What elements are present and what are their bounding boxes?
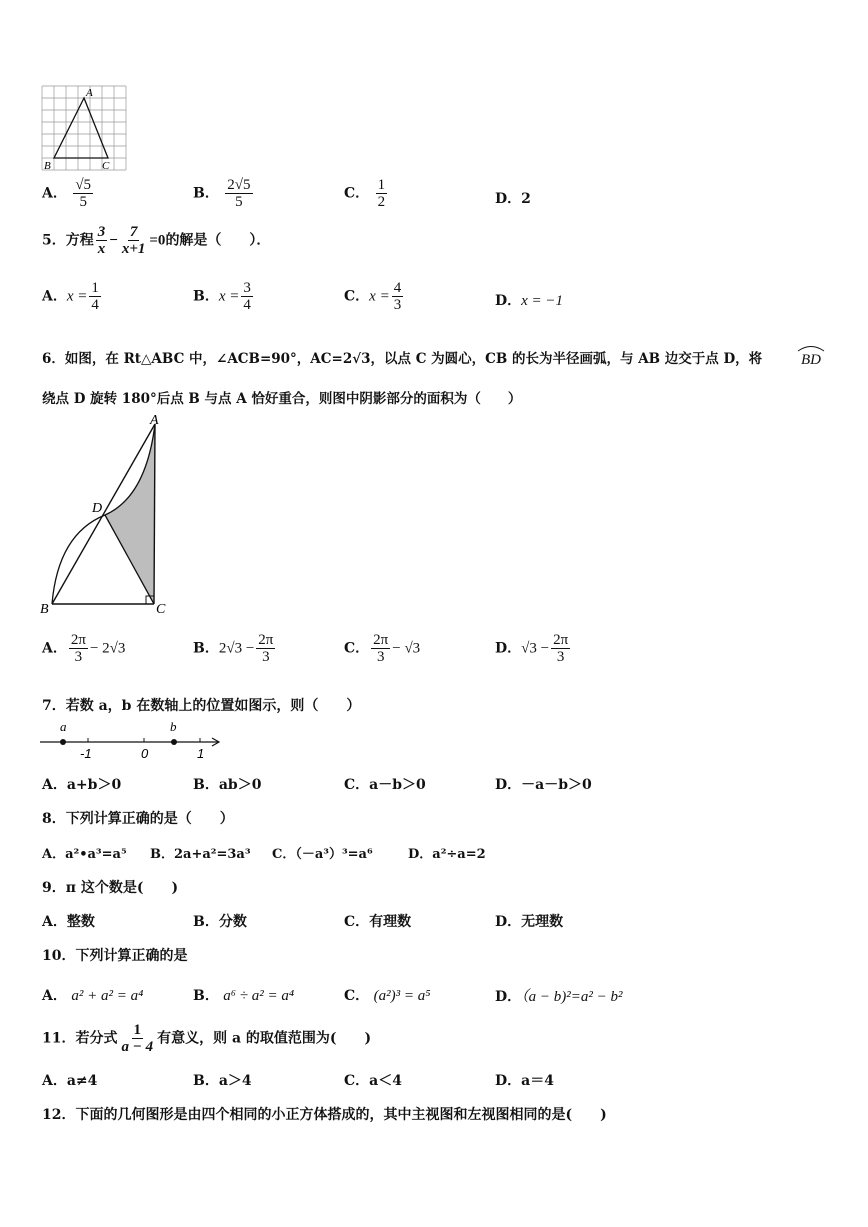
label-b: B (44, 160, 51, 172)
q4-option-a[interactable]: A． $\frac{√5}{5}$ (42, 177, 92, 210)
label-c: C (102, 160, 110, 172)
fig-label-d: D (92, 501, 103, 516)
q9-option-a[interactable]: A．整数 (42, 914, 95, 930)
q5-option-b[interactable]: B．x = $\frac{3}{4}$ (193, 280, 251, 313)
q7-stem: 7．若数 a，b 在数轴上的位置如图示，则（ ） (42, 698, 361, 714)
q10-option-d[interactable]: D．（a − b)²=a² − b² (495, 989, 623, 1005)
arc-symbol-icon (796, 344, 826, 352)
q5-stem: 5．方程 $\frac{3}{x}$ − $\frac{7}{x+1}$ =0的解是（ ）． (42, 224, 271, 257)
q6-option-b[interactable]: B．2√3 − $\frac{2\pi}{3}$ (193, 632, 274, 665)
fig-label-c: C (156, 602, 166, 617)
q9-option-d[interactable]: D．无理数 (495, 914, 564, 930)
number-line-figure (38, 718, 228, 762)
q6-stem-line2: 绕点 D 旋转 180°后点 B 与点 A 恰好重合，则图中阴影部分的面积为（ ） (42, 391, 522, 407)
q8-option-d[interactable]: D．a²÷a=2 (408, 847, 486, 862)
fig-label-a: A (150, 413, 159, 428)
grid-triangle-figure (38, 84, 133, 174)
q4-option-c[interactable]: C． $\frac{1}{2}$ (344, 177, 386, 210)
q5-option-c[interactable]: C．x = $\frac{4}{3}$ (344, 280, 402, 313)
q11-option-b[interactable]: B．a＞4 (193, 1073, 252, 1089)
q6-option-c[interactable]: C． $\frac{2\pi}{3}$ − √3 (344, 632, 421, 665)
q6-figure (36, 412, 176, 622)
q11-option-a[interactable]: A．a≠4 (42, 1073, 98, 1089)
q7-option-a[interactable]: A．a+b＞0 (42, 777, 122, 793)
q6-arc-bd: BD (796, 344, 826, 369)
q7-option-d[interactable]: D．－a－b＞0 (495, 777, 592, 793)
q10-stem: 10．下列计算正确的是 (42, 948, 188, 964)
q6-option-d[interactable]: D．√3 − $\frac{2\pi}{3}$ (495, 632, 569, 665)
tick-0: 0 (141, 746, 149, 761)
q6-stem-line1: 6．如图，在 Rt△ABC 中，∠ACB=90°，AC=2√3，以点 C 为圆心，CB 的长为半径画弧，与 AB 边交于点 D，将 (42, 351, 763, 367)
q10-option-c[interactable]: C． (a²)³ = a⁵ (344, 988, 431, 1004)
q9-option-c[interactable]: C．有理数 (344, 914, 412, 930)
q4-option-d[interactable]: D．2 (495, 191, 531, 207)
q11-option-c[interactable]: C．a＜4 (344, 1073, 402, 1089)
point-b-label: b (170, 719, 177, 734)
q8-option-c[interactable]: C．（－a³）³=a⁶ (272, 847, 373, 862)
q7-option-c[interactable]: C．a－b＞0 (344, 777, 426, 793)
q6-option-a[interactable]: A． $\frac{2\pi}{3}$ − 2√3 (42, 632, 126, 665)
q4-option-b[interactable]: B． $\frac{2√5}{5}$ (193, 177, 251, 210)
q10-option-b[interactable]: B． a⁶ ÷ a² = a⁴ (193, 988, 295, 1004)
q8-stem: 8．下列计算正确的是（ ） (42, 811, 234, 827)
q7-option-b[interactable]: B．ab＞0 (193, 777, 262, 793)
q5-option-a[interactable]: A．x = $\frac{1}{4}$ (42, 280, 99, 313)
q11-stem: 11．若分式 $\frac{1}{a - 4}$ 有意义，则 a 的取值范围为( ) (42, 1022, 372, 1055)
q8-option-b[interactable]: B．2a+a²=3a³ (150, 847, 251, 862)
point-a-label: a (60, 719, 67, 734)
q9-stem: 9．π 这个数是( ) (42, 880, 179, 896)
q12-stem: 12．下面的几何图形是由四个相同的小正方体搭成的，其中主视图和左视图相同的是( ) (42, 1107, 607, 1123)
label-a: A (86, 87, 93, 99)
q9-option-b[interactable]: B．分数 (193, 914, 247, 930)
q10-option-a[interactable]: A． a² + a² = a⁴ (42, 988, 144, 1004)
q5-option-d[interactable]: D．x = −1 (495, 293, 564, 309)
q8-option-a[interactable]: A．a²•a³=a⁵ (42, 847, 127, 862)
q11-option-d[interactable]: D．a＝4 (495, 1073, 554, 1089)
tick-1: 1 (197, 746, 205, 761)
fig-label-b: B (40, 602, 49, 617)
tick-neg1: -1 (80, 746, 92, 761)
